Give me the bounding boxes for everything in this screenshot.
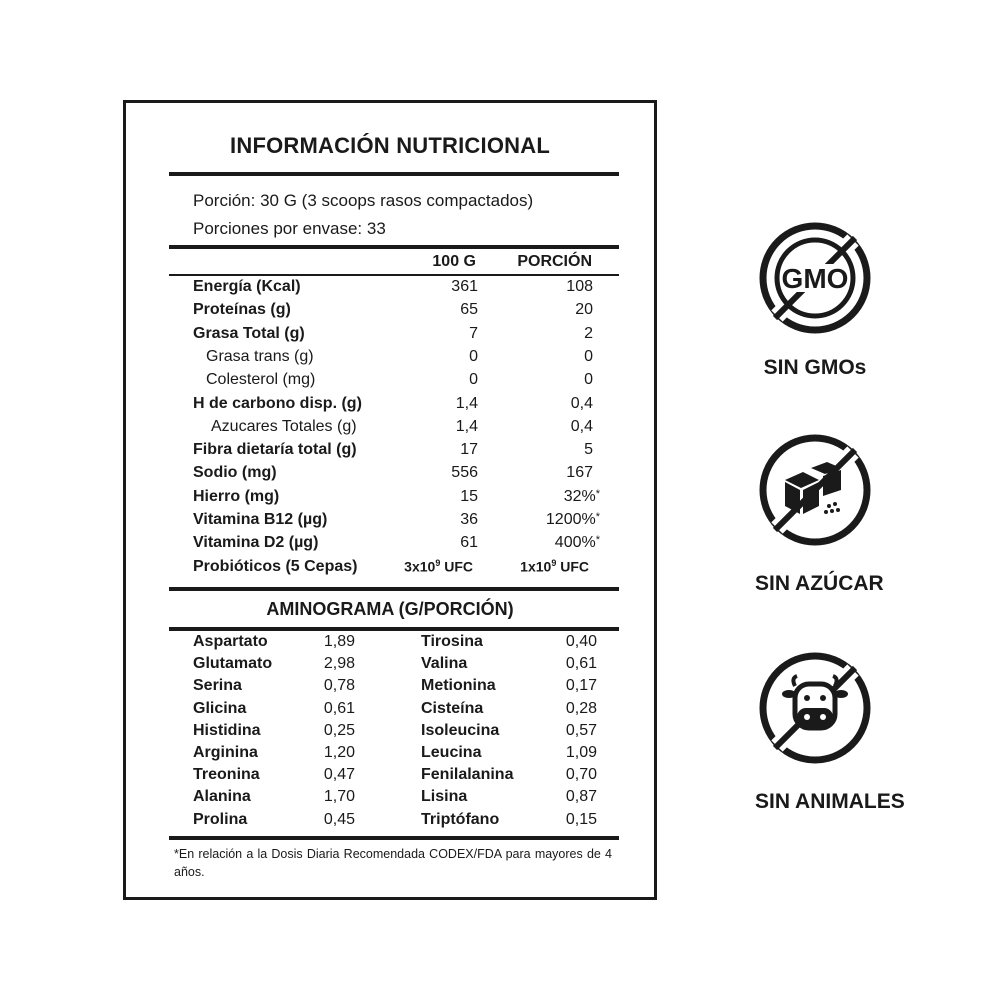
amino-name: Treonina [193,766,260,784]
value-text: 108 [566,278,593,295]
nutrient-value-portion [566,278,593,296]
amino-row [421,700,597,722]
nutrient-name: Probióticos (5 Cepas) [193,557,358,575]
nutrient-row [193,301,613,324]
gmo-icon-text: GMO [781,263,849,294]
amino-name: Tirosina [421,633,483,650]
nutrient-row [193,325,613,348]
amino-value: 1,70 [323,788,355,806]
value-text: 65 [460,301,478,319]
amino-row [193,766,355,788]
nutrient-value-100g [460,488,478,506]
amino-value: 0,45 [323,810,355,828]
no-animal-icon [757,650,873,766]
nutrient-value-portion [584,441,593,459]
value-text: 361 [451,278,478,295]
value-text: 36 [460,511,478,528]
probiotic-value-part: UFC [440,558,473,575]
nutrient-value-portion [575,301,593,319]
probiotic-value-part: 9 [435,557,441,568]
amino-value: 0,78 [323,677,355,695]
serving-size: Porción: 30 G (3 scoops rasos compactados) [193,191,534,210]
nutrient-row [193,441,613,464]
value-text: 5 [584,441,593,459]
amino-value: 0,28 [565,699,597,717]
amino-value: 0,17 [565,677,597,695]
badge-label-no-animal: SIN ANIMALES [755,790,905,813]
amino-row [193,788,355,810]
value-text: 0,4 [570,394,593,412]
amino-value: 1,09 [565,744,597,761]
nutrient-value-portion [571,418,593,436]
nutrient-row [193,418,613,441]
probiotic-value-part: 9 [551,557,557,568]
amino-value: 1,89 [323,633,355,650]
value-text: 1200% [545,511,596,528]
value-text: 17 [460,441,478,459]
nutrient-row [193,278,613,301]
amino-row [421,655,597,677]
nutrient-row [193,511,613,534]
nutrient-value-100g [404,558,473,575]
divider [169,627,619,631]
servings-per-container: Porciones por envase: 33 [193,219,386,238]
nutrient-name: Hierro (mg) [193,487,280,505]
value-text: 61 [460,534,478,552]
nutrient-name: Proteínas (g) [193,301,291,319]
nutrient-name: Colesterol (mg) [206,371,316,389]
column-header-portion: PORCIÓN [517,253,592,270]
amino-value: 0,61 [565,655,597,673]
footnote: *En relación a la Dosis Diaria Recomendada CODEX/FDA para mayores de 4 años. [174,847,612,879]
nutrient-value-portion [584,348,593,366]
badge-label-no-sugar: SIN AZÚCAR [755,572,884,595]
amino-value: 0,57 [565,721,597,739]
nutrient-value-portion [571,395,593,413]
value-text: 400% [554,534,596,552]
amino-name: Valina [421,655,468,673]
value-text: 1,4 [455,394,478,412]
nutrient-name: Sodio (mg) [193,464,277,482]
badge-label-no-gmo: SIN GMOs [763,356,867,379]
amino-row [193,655,355,677]
nutrient-value-portion [584,371,593,389]
amino-value: 1,20 [323,744,355,761]
nutrient-value-100g [460,511,478,529]
value-text: 0 [469,371,478,389]
probiotic-value-part: 3x10 [404,558,436,575]
value-text: 2 [584,324,593,342]
nutrient-name: Vitamina D2 (µg) [193,534,319,552]
divider [169,836,619,840]
amino-name: Triptófano [421,810,500,828]
nutrient-value-100g [460,534,478,552]
value-text: 0,4 [570,417,593,435]
probiotic-value-part: 1x10 [520,558,552,575]
amino-value: 0,40 [565,633,597,650]
amino-value: 0,15 [565,810,597,828]
value-text: 1,4 [455,417,478,435]
value-text: 32% [563,487,596,505]
amino-row [421,811,597,833]
value-text: 0 [584,371,593,389]
nutrient-value-100g [469,325,478,343]
value-text: 20 [575,301,593,319]
amino-row [421,766,597,788]
amino-name: Histidina [193,721,261,739]
amino-row [421,722,597,744]
amino-row [193,744,355,766]
amino-value: 0,61 [323,699,355,717]
amino-value: 0,25 [323,721,355,739]
amino-value: 0,47 [323,766,355,784]
nutrient-value-100g [456,395,478,413]
no-sugar-icon [757,432,873,548]
divider [169,274,619,276]
amino-row [421,633,597,655]
amino-row [193,811,355,833]
no-gmo-icon [757,220,873,336]
footnote-marker: * [595,511,600,523]
amino-name: Lisina [421,788,468,806]
value-text: 0 [584,347,593,365]
nutrient-value-100g [460,301,478,319]
badge-no-animal [755,650,905,825]
nutrient-value-portion [520,558,589,575]
nutrient-value-100g [451,278,478,296]
amino-row [421,744,597,766]
nutrient-row [193,488,613,511]
nutrient-value-100g [469,371,478,389]
amino-name: Serina [193,677,242,695]
column-header-100g: 100 G [432,253,476,270]
value-text: 7 [469,324,478,342]
nutrient-value-portion [546,511,600,529]
nutrient-row [193,464,613,487]
nutrient-name: Vitamina B12 (µg) [193,511,328,528]
amino-name: Cisteína [421,699,484,717]
nutrient-row [193,534,613,557]
amino-row [421,677,597,699]
amino-row [193,722,355,744]
amino-name: Glicina [193,699,247,717]
value-text: 0 [469,347,478,365]
amino-value: 2,98 [323,655,355,673]
nutrient-row [193,558,613,581]
amino-value: 0,70 [565,766,597,784]
nutrient-name: Fibra dietaría total (g) [193,441,357,459]
amino-name: Leucina [421,744,482,761]
amino-name: Arginina [193,744,258,761]
value-text: 167 [566,464,593,482]
amino-name: Aspartato [193,633,268,650]
label-title: INFORMACIÓN NUTRICIONAL [230,133,550,158]
divider [169,245,619,249]
footnote-marker: * [595,487,600,500]
nutrient-value-portion [584,325,593,343]
amino-row [193,677,355,699]
nutrient-value-100g [469,348,478,366]
nutrient-name: Grasa Total (g) [193,324,305,342]
nutrient-name: Azucares Totales (g) [211,417,357,435]
amino-row [193,633,355,655]
nutrient-row [193,371,613,394]
value-text: 556 [451,464,478,482]
amino-row [193,700,355,722]
footnote-marker: * [595,534,600,547]
nutrient-value-100g [451,464,478,482]
nutrition-label [123,100,657,900]
divider [169,172,619,176]
amino-row [421,788,597,810]
divider [169,587,619,591]
nutrient-name: Grasa trans (g) [206,347,314,365]
nutrient-name: Energía (Kcal) [193,278,301,295]
nutrient-row [193,395,613,418]
nutrient-row [193,348,613,371]
amino-name: Prolina [193,810,248,828]
nutrient-value-portion [566,464,593,482]
nutrient-name: H de carbono disp. (g) [193,394,362,412]
nutrient-value-100g [456,418,478,436]
aminogram-title: AMINOGRAMA (G/PORCIÓN) [266,599,514,619]
badge-no-sugar [755,432,884,607]
amino-name: Fenilalanina [421,766,514,784]
value-text: 15 [460,487,478,505]
nutrient-value-100g [460,441,478,459]
amino-name: Isoleucina [421,721,500,739]
probiotic-value-part: UFC [556,558,589,575]
amino-name: Metionina [421,677,496,695]
nutrient-value-portion [555,534,600,552]
badge-no-gmo [755,220,875,390]
amino-name: Glutamato [193,655,273,673]
nutrient-value-portion [564,488,600,506]
amino-value: 0,87 [565,788,597,806]
amino-name: Alanina [193,788,251,806]
